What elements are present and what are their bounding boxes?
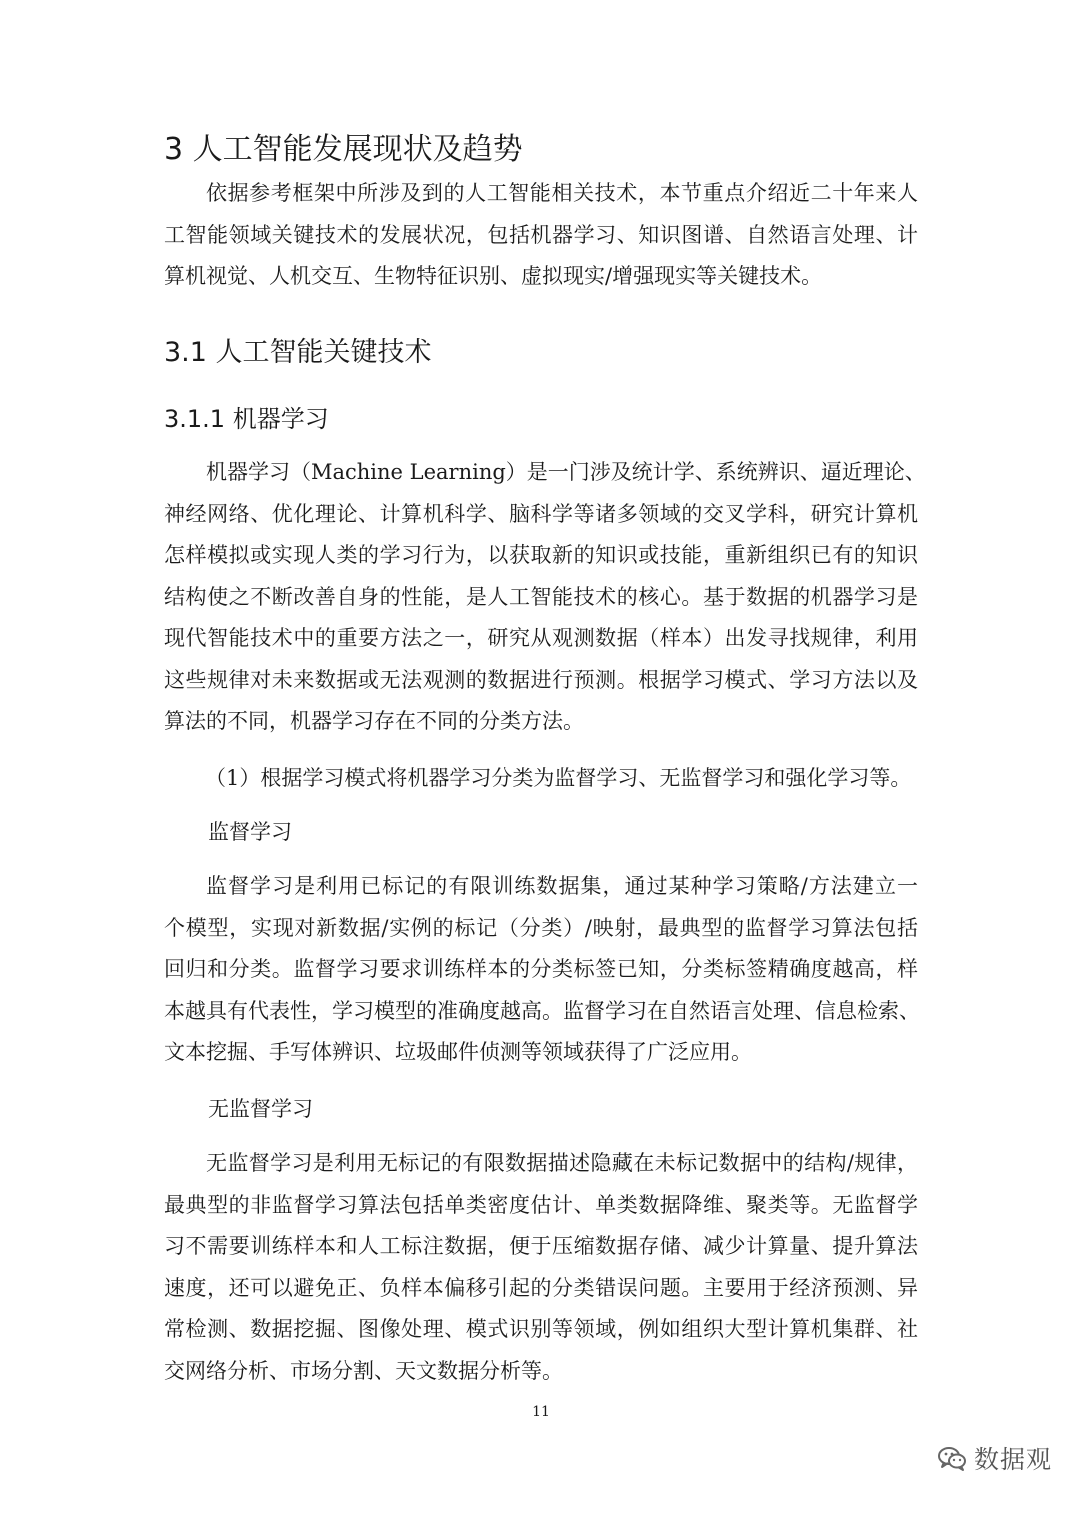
paragraph-line: 现代智能技术中的重要方法之一，研究从观测数据（样本）出发寻找规律，利用 [164,626,918,650]
unsupervised-heading: 无监督学习 [208,1097,313,1121]
paragraph-line: 依据参考框架中所涉及到的人工智能相关技术，本节重点介绍近二十年来人 [206,181,918,205]
intro-paragraph [164,173,918,298]
wechat-icon [936,1442,968,1474]
paragraph-line: 回归和分类。监督学习要求训练样本的分类标签已知，分类标签精确度越高，样 [164,957,918,981]
supervised-heading: 监督学习 [208,820,292,844]
supervised-paragraph [164,866,918,1074]
paragraph-line: 怎样模拟或实现人类的学习行为，以获取新的知识或技能，重新组织已有的知识 [164,543,918,567]
watermark-text: 数据观 [974,1445,1053,1474]
paragraph-line: 监督学习是利用已标记的有限训练数据集，通过某种学习策略/方法建立一 [206,874,918,898]
subsubsection-heading: 3.1.1 机器学习 [164,405,329,433]
page-number: 11 [532,1404,550,1420]
paragraph-line: 交网络分析、市场分割、天文数据分析等。 [164,1358,563,1383]
paragraph-line: 速度，还可以避免正、负样本偏移引起的分类错误问题。主要用于经济预测、异 [164,1275,918,1300]
section-heading: 3 人工智能发展现状及趋势 [164,132,523,167]
unsupervised-paragraph [164,1143,918,1392]
paragraph-line: 算法的不同，机器学习存在不同的分类方法。 [164,709,584,733]
paragraph-line: 结构使之不断改善自身的性能，是人工智能技术的核心。基于数据的机器学习是 [164,584,918,609]
classification-line: （1）根据学习模式将机器学习分类为监督学习、无监督学习和强化学习等。 [205,766,912,790]
paragraph-line: 工智能领域关键技术的发展状况，包括机器学习、知识图谱、自然语言处理、计 [164,222,918,247]
paragraph-line: 最典型的非监督学习算法包括单类密度估计、单类数据降维、聚类等。无监督学 [164,1192,918,1217]
paragraph-line: 机器学习（Machine Learning）是一门涉及统计学、系统辨识、逼近理论、 [206,460,926,484]
paragraph-line: 神经网络、优化理论、计算机科学、脑科学等诸多领域的交叉学科，研究计算机 [164,501,918,526]
paragraph-line: 个模型，实现对新数据/实例的标记（分类）/映射，最典型的监督学习算法包括 [164,915,918,940]
paragraph-line: 本越具有代表性，学习模型的准确度越高。监督学习在自然语言处理、信息检索、 [164,998,920,1023]
watermark [936,1438,1052,1478]
paragraph-line: 这些规律对未来数据或无法观测的数据进行预测。根据学习模式、学习方法以及 [164,667,918,692]
machine-learning-paragraph [164,452,926,743]
paragraph-line: 常检测、数据挖掘、图像处理、模式识别等领域，例如组织大型计算机集群、社 [164,1317,918,1341]
paragraph-line: 算机视觉、人机交互、生物特征识别、虚拟现实/增强现实等关键技术。 [164,264,823,288]
paragraph-line: 文本挖掘、手写体辨识、垃圾邮件侦测等领域获得了广泛应用。 [164,1040,752,1064]
subsection-heading: 3.1 人工智能关键技术 [164,337,432,368]
paragraph-line: 习不需要训练样本和人工标注数据，便于压缩数据存储、减少计算量、提升算法 [164,1234,918,1258]
paragraph-line: 无监督学习是利用无标记的有限数据描述隐藏在未标记数据中的结构/规律， [206,1151,918,1175]
